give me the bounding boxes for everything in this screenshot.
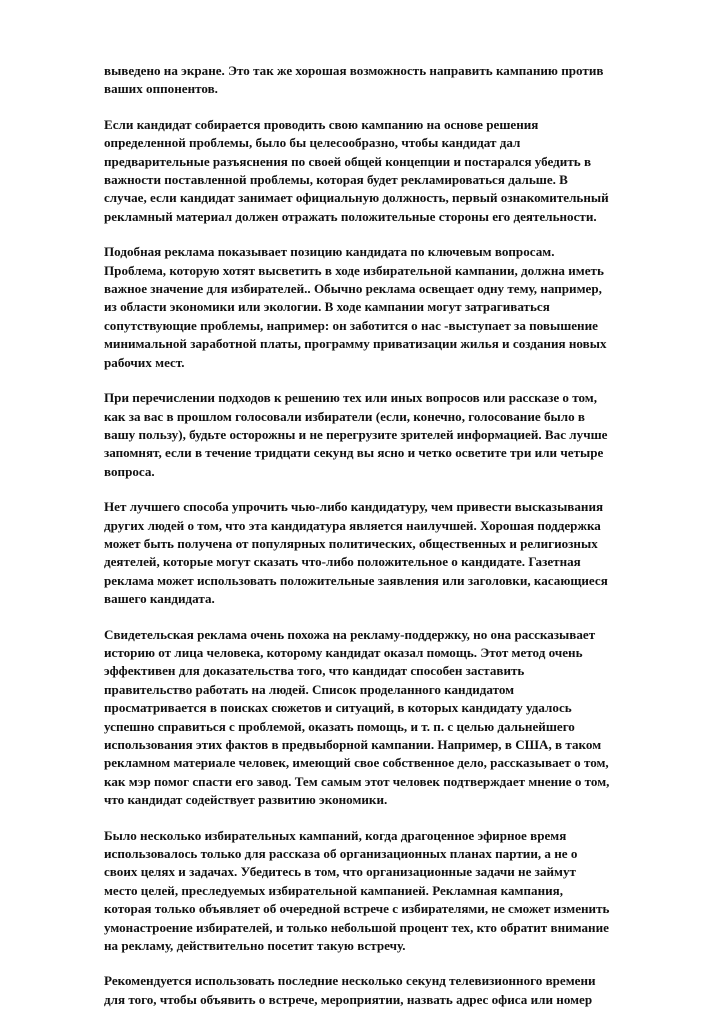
text-line: из области экономики или экологии. В ходе кампании могут затрагиваться: [104, 299, 550, 315]
text-line: определенной проблемы, было бы целесообразно, чтобы кандидат дал: [104, 135, 521, 151]
text-line: для того, чтобы объявить о встрече, мероприятии, назвать адрес офиса или номер: [104, 991, 593, 1007]
text-line: Рекомендуется использовать последние несколько секунд телевизионного времени: [104, 973, 596, 989]
text-line: предварительные разъяснения по своей общей концепции и постарался убедить в: [104, 153, 592, 169]
text-line: историю от лица человека, которому кандидат оказал помощь. Этот метод очень: [104, 644, 583, 660]
text-line: важное значение для избирателей.. Обычно реклама освещает одну тему, например,: [104, 281, 602, 297]
paragraph: [104, 389, 684, 481]
text-line: как за вас в прошлом голосовали избиратели (если, конечно, голосование было в: [104, 408, 585, 424]
text-line: что кандидат содействует развитию экономики.: [104, 792, 388, 808]
text-line: Свидетельская реклама очень похожа на рекламу-поддержку, но она рассказывает: [104, 626, 596, 642]
text-line: Проблема, которую хотят высветить в ходе избирательной кампании, должна иметь: [104, 262, 604, 278]
text-line: вопроса.: [104, 463, 155, 479]
text-line: Было несколько избирательных кампаний, когда драгоценное эфирное время: [104, 827, 567, 843]
text-line: Подобная реклама показывает позицию кандидата по ключевым вопросам.: [104, 244, 555, 260]
text-line: других людей о том, что эта кандидатура является наилучшей. Хорошая поддержка: [104, 517, 601, 533]
text-line: деятелей, которые могут сказать что-либо положительное о кандидате. Газетная: [104, 554, 581, 570]
paragraph: [104, 972, 684, 1009]
text-line: выведено на экране. Это так же хорошая возможность направить кампанию против: [104, 63, 604, 78]
paragraph: [104, 626, 684, 810]
text-line: успешно справиться с проблемой, оказать помощь, и т. п. с целью дальнейшего: [104, 718, 575, 734]
text-line: рекламный материал должен отражать положительные стороны его деятельности.: [104, 208, 597, 224]
text-line: правительство работать на людей. Список проделанного кандидатом: [104, 681, 515, 697]
text-line: на рекламу, действительно посетит такую встречу.: [104, 938, 406, 954]
text-line: умонастроение избирателей, и только небольшой процент тех, кто обратит внимание: [104, 919, 609, 935]
text-line: место целей, преследуемых избирательной кампанией. Рекламная кампания,: [104, 882, 564, 898]
paragraph: [104, 243, 684, 372]
text-line: вашего кандидата.: [104, 591, 215, 607]
text-line: Если кандидат собирается проводить свою кампанию на основе решения: [104, 116, 539, 132]
text-line: своих целях и задачах. Убедитесь в том, что организационные задачи не займут: [104, 864, 576, 880]
text-line: Нет лучшего способа упрочить чью-либо кандидатуру, чем привести высказывания: [104, 499, 604, 515]
text-line: случае, если кандидат занимает официальную должность, первый ознакомительный: [104, 190, 609, 206]
text-line: рекламном материале человек, имеющий свое собственное дело, рассказывает о том,: [104, 755, 609, 771]
text-line: как мэр помог спасти его завод. Тем самым этот человек подтверждает мнение о том,: [104, 773, 610, 789]
paragraph: [104, 116, 684, 226]
text-line: рабочих мест.: [104, 354, 185, 370]
text-line: ваших оппонентов.: [104, 81, 218, 97]
text-line: важности поставленной проблемы, которая будет рекламироваться дальше. В: [104, 172, 568, 188]
text-line: При перечислении подходов к решению тех или иных вопросов или рассказе о том,: [104, 390, 597, 406]
paragraph: [104, 498, 684, 608]
document-page: [104, 62, 684, 1026]
text-line: реклама может использовать положительные заявления или заголовки, касающиеся: [104, 572, 608, 588]
text-line: минимальной заработной платы, программу приватизации жилья и создания новых: [104, 336, 607, 352]
text-line: эффективен для доказательства того, что кандидат способен заставить: [104, 663, 525, 679]
text-line: может быть получена от популярных политических, общественных и религиозных: [104, 535, 598, 551]
text-line: вашу пользу), будьте осторожны и не перегрузите зрителей информацией. Вас лучше: [104, 426, 608, 442]
text-line: сопутствующие проблемы, например: он заботится о нас -выступает за повышение: [104, 317, 598, 333]
text-line: запомнят, если в течение тридцати секунд вы ясно и четко осветите три или четыре: [104, 445, 604, 461]
text-line: которая только объявляет об очередной встрече с избирателями, не сможет изменить: [104, 901, 610, 917]
paragraph: [104, 62, 684, 99]
text-line: использовалось только для рассказа об организационных планах партии, а не о: [104, 846, 578, 862]
paragraph: [104, 827, 684, 956]
text-line: просматривается в поисках сюжетов и ситуаций, в которых кандидату удалось: [104, 700, 572, 716]
text-line: использования этих фактов в предвыборной кампании. Например, в США, в таком: [104, 737, 602, 752]
